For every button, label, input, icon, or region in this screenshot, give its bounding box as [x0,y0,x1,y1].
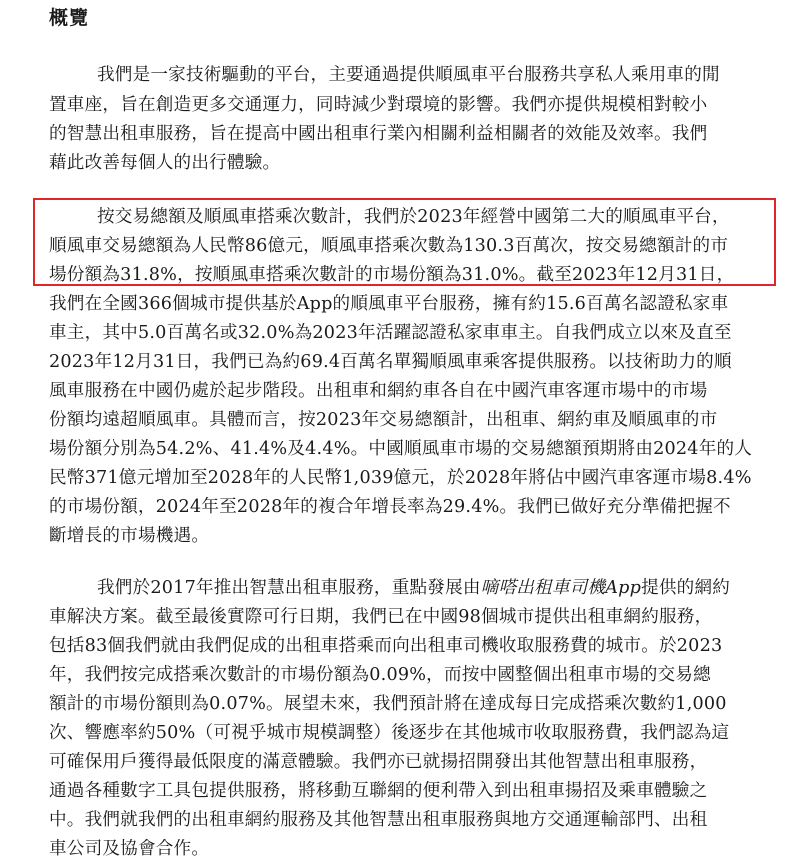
paragraph3-line: 次、響應率約50%（可視乎城市規模調整）後逐步在其他城市收取服務費，我們認為這 [49,723,730,743]
paragraph3-line [97,574,769,602]
paragraph2-line: 風車服務在中國仍處於起步階段。出租車和網約車各自在中國汽車客運市場中的市場 [49,381,708,401]
paragraph3-line: 包括83個我們就由我們促成的出租車搭乘而向出租車司機收取服務費的城市。於2023 [49,636,723,656]
paragraph2-line: 民幣371億元增加至2028年的人民幣1,039億元，於2028年將佔中國汽車客運市場8.4% [49,468,752,488]
paragraph3-line: 車解決方案。截至最後實際可行日期，我們已在中國98個城市提供出租車網約服務， [49,607,713,627]
paragraph3-line: 車公司及協會合作。 [49,839,210,859]
paragraph2-line: 份額均遠超順風車。具體而言，按2023年交易總額計，出租車、網約車及順風車的市 [49,410,718,430]
paragraph3-line: 可確保用戶獲得最低限度的滿意體驗。我們亦已就揚招開發出其他智慧出租車服務， [49,752,708,772]
paragraph1-line: 置車座，旨在創造更多交通運力，同時減少對環境的影響。我們亦提供規模相對較小 [49,95,708,115]
paragraph2-line: 2023年12月31日，我們已為約69.4百萬名單獨順風車乘客提供服務。以技術助力的順 [49,352,732,372]
paragraph2-line: 的市場份額，2024年至2028年的複合年增長率為29.4%。我們已做好充分準備把握不 [49,497,731,517]
paragraph1-line: 我們是一家技術驅動的平台，主要通過提供順風車平台服務共享私人乘用車的閒 [97,65,720,85]
paragraph3-line: 額計的市場份額則為0.07%。展望未來，我們預計將在達成每日完成搭乘次數約1,000 [49,694,727,714]
paragraph3-text: 我們於2017年推出智慧出租車服務，重點發展由 [97,578,481,598]
paragraph2-line: 車主，其中5.0百萬名或32.0%為2023年活躍認證私家車車主。自我們成立以來及直至 [49,323,732,343]
paragraph2-line: 我們在全國366個城市提供基於App的順風車平台服務，擁有約15.6百萬名認證私家車 [49,294,729,314]
paragraph2-line: 場份額為31.8%，按順風車搭乘次數計的市場份額為31.0%。截至2023年12月31日， [49,265,735,285]
paragraph2-line: 場份額分別為54.2%、41.4%及4.4%。中國順風車市場的交易總額預期將由2024年的人 [49,439,753,459]
paragraph3-line: 年，我們按完成搭乘次數計的市場份額為0.09%，而按中國整個出租車市場的交易總 [49,665,711,685]
paragraph3-text: 提供的網約 [641,578,731,598]
paragraph2-line: 按交易總額及順風車搭乘次數計，我們於2023年經營中國第二大的順風車平台， [97,207,730,227]
paragraph1-line: 藉此改善每個人的出行體驗。 [49,153,281,173]
paragraph1-line: 的智慧出租車服務，旨在提高中國出租車行業內相關利益相關者的效能及效率。我們 [49,124,708,144]
app-name-italic: 嘀嗒出租車司機App [480,578,642,598]
section-heading: 概覽 [49,7,90,29]
paragraph2-line: 斷增長的市場機遇。 [49,526,210,546]
paragraph2-line: 順風車交易總額為人民幣86億元，順風車搭乘次數為130.3百萬次，按交易總額計的市 [49,236,729,256]
paragraph3-line: 中。我們就我們的出租車網約服務及其他智慧出租車服務與地方交通運輸部門、出租 [49,810,708,830]
paragraph3-line: 通過各種數字工具包提供服務，將移動互聯網的便利帶入到出租車揚招及乘車體驗之 [49,781,708,801]
